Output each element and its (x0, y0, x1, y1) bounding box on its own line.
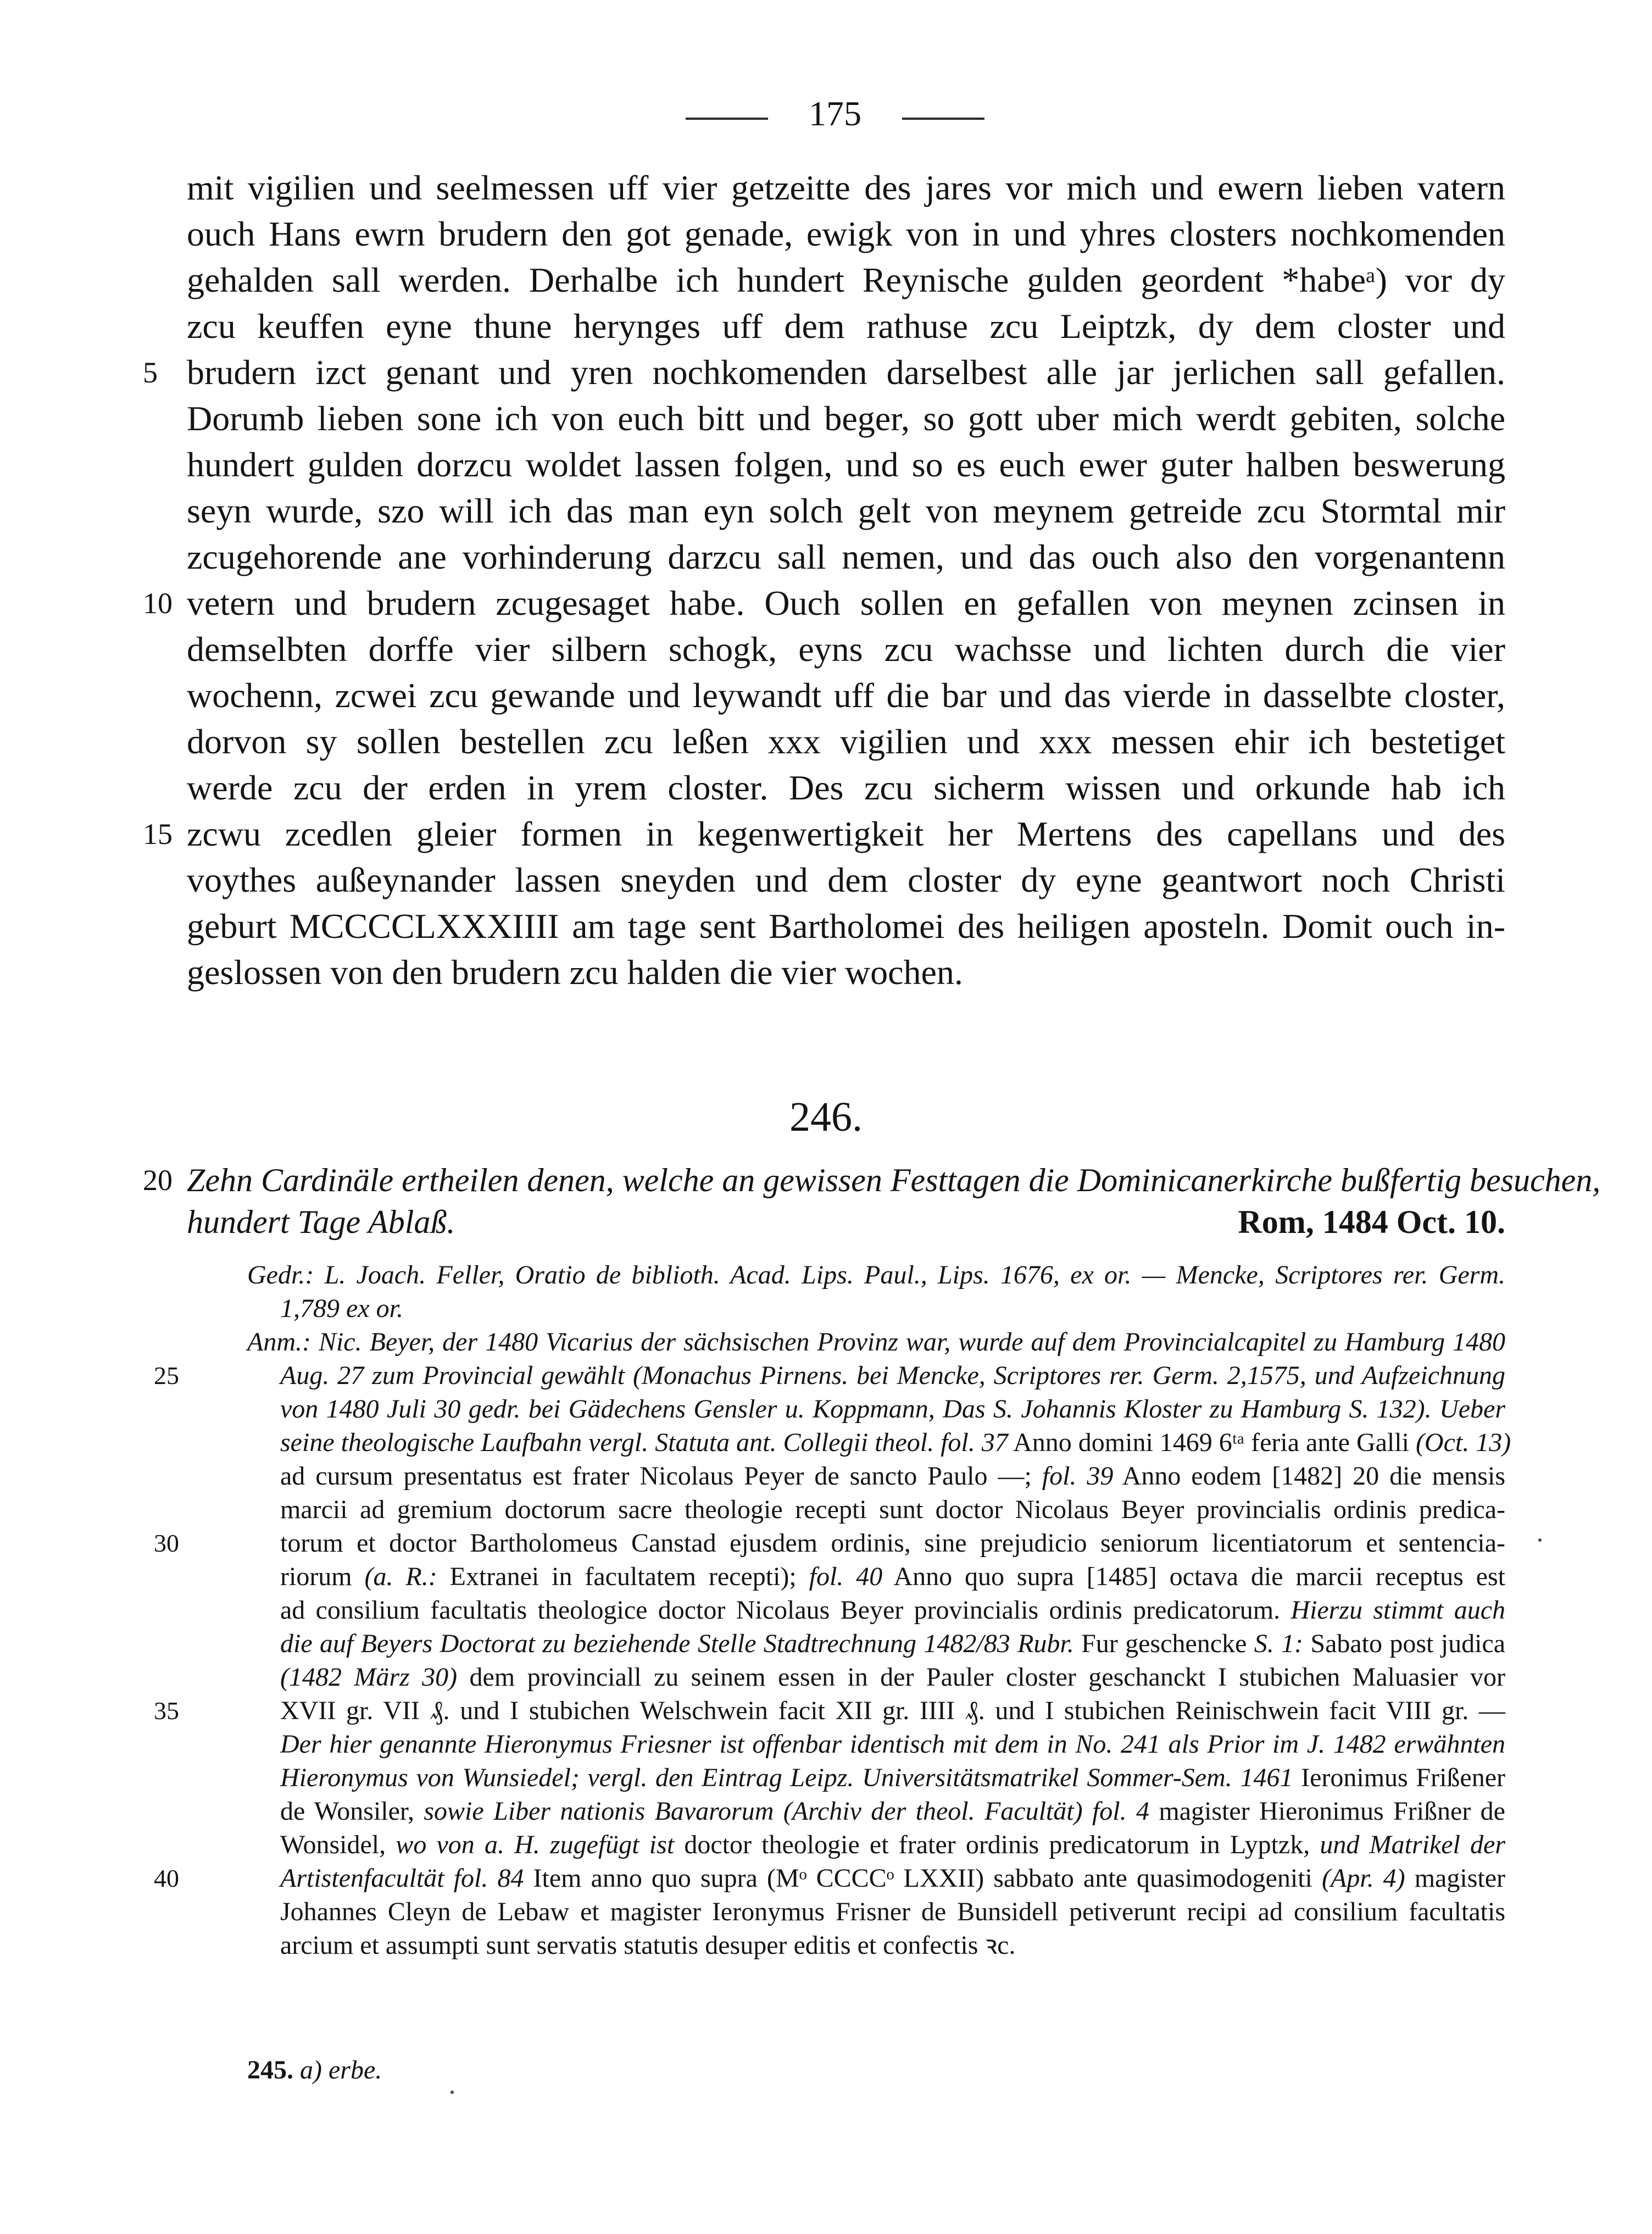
text-line: demselbten dorffe vier silbern schogk, eyns zcu wachsse und lichten durch die vier (187, 630, 1505, 669)
line-number: 30 (154, 1529, 179, 1557)
note-line: ad consilium facultatis theologice doctor Nicolaus Beyer provincialis ordinis predicatorum. Hierzu stimmt auch (280, 1596, 1505, 1625)
paper-speck (1538, 1538, 1542, 1542)
text-line-content: vetern und brudern zcugesaget habe. Ouch sollen en gefallen von meynen zcinsen in (187, 583, 1505, 623)
text-line: werde zcu der erden in yrem closter. Des zcu sicherm wissen und orkunde hab ich (187, 768, 1505, 807)
line-number: 35 (154, 1697, 179, 1725)
note-line: 1,789 ex or. (280, 1294, 403, 1323)
note-line: Der hier genannte Hieronymus Friesner ist offenbar identisch mit dem in No. 241 als Prior im J. 1482 erwähnten (280, 1730, 1505, 1759)
note-line: marcii ad gremium doctorum sacre theologie recepti sunt doctor Nicolaus Beyer provincialis ordinis predica- (280, 1495, 1505, 1524)
line-number: 20 (143, 1164, 173, 1197)
text-line: hundert gulden dorzcu woldet lassen folgen, und so es euch ewer guter halben beswerung (187, 445, 1505, 484)
line-number: 25 (154, 1361, 179, 1390)
note-line: 30 torum et doctor Bartholomeus Canstad ejusdem ordinis, sine prejudicio seniorum licentiatorum et sentencia- (247, 1526, 1505, 1560)
line-number: 15 (143, 818, 173, 851)
text-line-content: brudern izct genant und yren nochkomenden darselbest alle jar jerlichen sall gefallen. (187, 353, 1505, 392)
note-line: Gedr.: L. Joach. Feller, Oratio de biblioth. Acad. Lips. Paul., Lips. 1676, ex or. — Mencke, Scriptores rer. Germ. (247, 1260, 1505, 1290)
paper-speck (450, 2091, 454, 2094)
text-line: zcugehorende ane vorhinderung darzcu sall nemen, und das ouch also den vorgenantenn (187, 537, 1505, 576)
text-line (143, 349, 1505, 396)
note-line: de Wonsiler, sowie Liber nationis Bavarorum (Archiv der theol. Facultät) fol. 4 magister Hieronimus Frißner de (280, 1797, 1505, 1826)
note-line: Johannes Cleyn de Lebaw et magister Ieronymus Frisner de Bunsidell petiverunt recipi ad consilium facultatis (280, 1897, 1505, 1926)
page-header (0, 93, 1652, 143)
line-number: 10 (143, 587, 173, 620)
note-line: riorum (a. R.: Extranei in facultatem recepti); fol. 40 Anno quo supra [1485] octava die marcii receptus est (280, 1562, 1506, 1591)
note-line: von 1480 Juli 30 gedr. bei Gädechens Gensler u. Koppmann, Das S. Johannis Kloster zu Hamburg S. 132). Ueber (280, 1394, 1505, 1424)
line-number: 5 (143, 356, 158, 389)
text-line: geslossen von den brudern zcu halden die vier wochen. (187, 953, 963, 992)
note-line: 40 Artistenfacultät fol. 84 Item anno quo supra (Mᵒ CCCCᵒ LXXII) sabbato ante quasimodogeniti (Apr. 4) magister (247, 1861, 1505, 1895)
text-line: wochenn, zcwei zcu gewande und leywandt uff die bar und das vierde in dasselbte closter, (187, 676, 1505, 715)
regest-text: Zehn Cardinäle ertheilen denen, welche an gewissen Festtagen die Dominicanerkirche bußfertig besuchen, (187, 1162, 1601, 1198)
note-line: ad cursum presentatus est frater Nicolaus Peyer de sancto Paulo —; fol. 39 Anno eodem [1482] 20 die mensis (280, 1461, 1505, 1491)
text-line-content: zcwu zcedlen gleier formen in kegenwertigkeit her Mertens des capellans und des (187, 814, 1505, 853)
header-rule-left (686, 118, 768, 120)
regest-line (187, 1201, 1505, 1243)
regest-line (143, 1159, 1601, 1201)
text-line (143, 811, 1505, 857)
text-line: ouch Hans ewrn brudern den got genade, ewigk von in und yhres closters nochkomenden (187, 214, 1505, 253)
note-line: (1482 März 30) dem provinciall zu seinem essen in der Pauler closter geschanckt I stubichen Maluasier vor (280, 1663, 1505, 1692)
footnote (247, 2055, 382, 2085)
header-rule-right (902, 118, 984, 120)
text-line: voythes außeynander lassen sneyden und dem closter dy eyne geantwort noch Christi (187, 860, 1505, 899)
place-date: Rom, 1484 Oct. 10. (1238, 1204, 1505, 1240)
text-line: geburt MCCCCLXXXIIII am tage sent Bartholomei des heiligen aposteln. Domit ouch in- (187, 907, 1505, 946)
line-number: 40 (154, 1864, 179, 1892)
text-line (143, 580, 1505, 626)
note-line: seine theologische Laufbahn vergl. Statuta ant. Collegii theol. fol. 37 Anno domini 1469 6ᵗᵃ feria ante Galli (Oct. 13) (280, 1428, 1511, 1457)
note-line: 25 Aug. 27 zum Provincial gewählt (Monachus Pirnens. bei Mencke, Scriptores rer. Germ. 2,1575, und Aufzeichnung (247, 1359, 1505, 1392)
note-line: 35 XVII gr. VII ₰. und I stubichen Welschwein facit XII gr. IIII ₰. und I stubichen Reinischwein facit VIII gr. — (247, 1694, 1505, 1727)
critical-notes (154, 1258, 1511, 1962)
note-line: arcium et assumpti sunt servatis statutis desuper editis et confectis ꝛc. (280, 1931, 1016, 1960)
text-line: zcu keuffen eyne thune herynges uff dem rathuse zcu Leiptzk, dy dem closter und (187, 307, 1505, 346)
main-text (143, 165, 1505, 996)
note-line: Hieronymus von Wunsiedel; vergl. den Eintrag Leipz. Universitätsmatrikel Sommer-Sem. 1461 Ieronimus Frißener (280, 1763, 1505, 1792)
page-number: 175 (809, 94, 861, 133)
text-line: gehalden sall werden. Derhalbe ich hundert Reynische gulden geordent *habeᵃ) vor dy (187, 260, 1505, 299)
text-line: Dorumb lieben sone ich von euch bitt und beger, so gott uber mich werdt gebiten, solche (187, 399, 1505, 438)
footnote-number: 245. (247, 2055, 293, 2085)
document-regest (143, 1159, 1601, 1243)
text-line: mit vigilien und seelmessen uff vier getzeitte des jares vor mich und ewern lieben vatern (187, 168, 1505, 207)
note-line: Anm.: Nic. Beyer, der 1480 Vicarius der sächsischen Provinz war, wurde auf dem Provincialcapitel zu Hamburg 1480 (247, 1327, 1505, 1357)
text-line: dorvon sy sollen bestellen zcu leßen xxx vigilien und xxx messen ehir ich bestetiget (187, 722, 1505, 761)
document-number: 246. (789, 1094, 863, 1140)
text-line: seyn wurde, szo will ich das man eyn solch gelt von meynem getreide zcu Stormtal mir (187, 491, 1505, 530)
note-line: die auf Beyers Doctorat zu beziehende Stelle Stadtrechnung 1482/83 Rubr. Fur geschencke S. 1: Sabato post judica (280, 1629, 1506, 1658)
regest-text: hundert Tage Ablaß. (187, 1204, 455, 1240)
footnote-text: a) erbe. (293, 2055, 382, 2085)
note-line: Wonsidel, wo von a. H. zugefügt ist doctor theologie et frater ordinis predicatorum in Lyptzk, und Matrikel der (280, 1830, 1506, 1859)
